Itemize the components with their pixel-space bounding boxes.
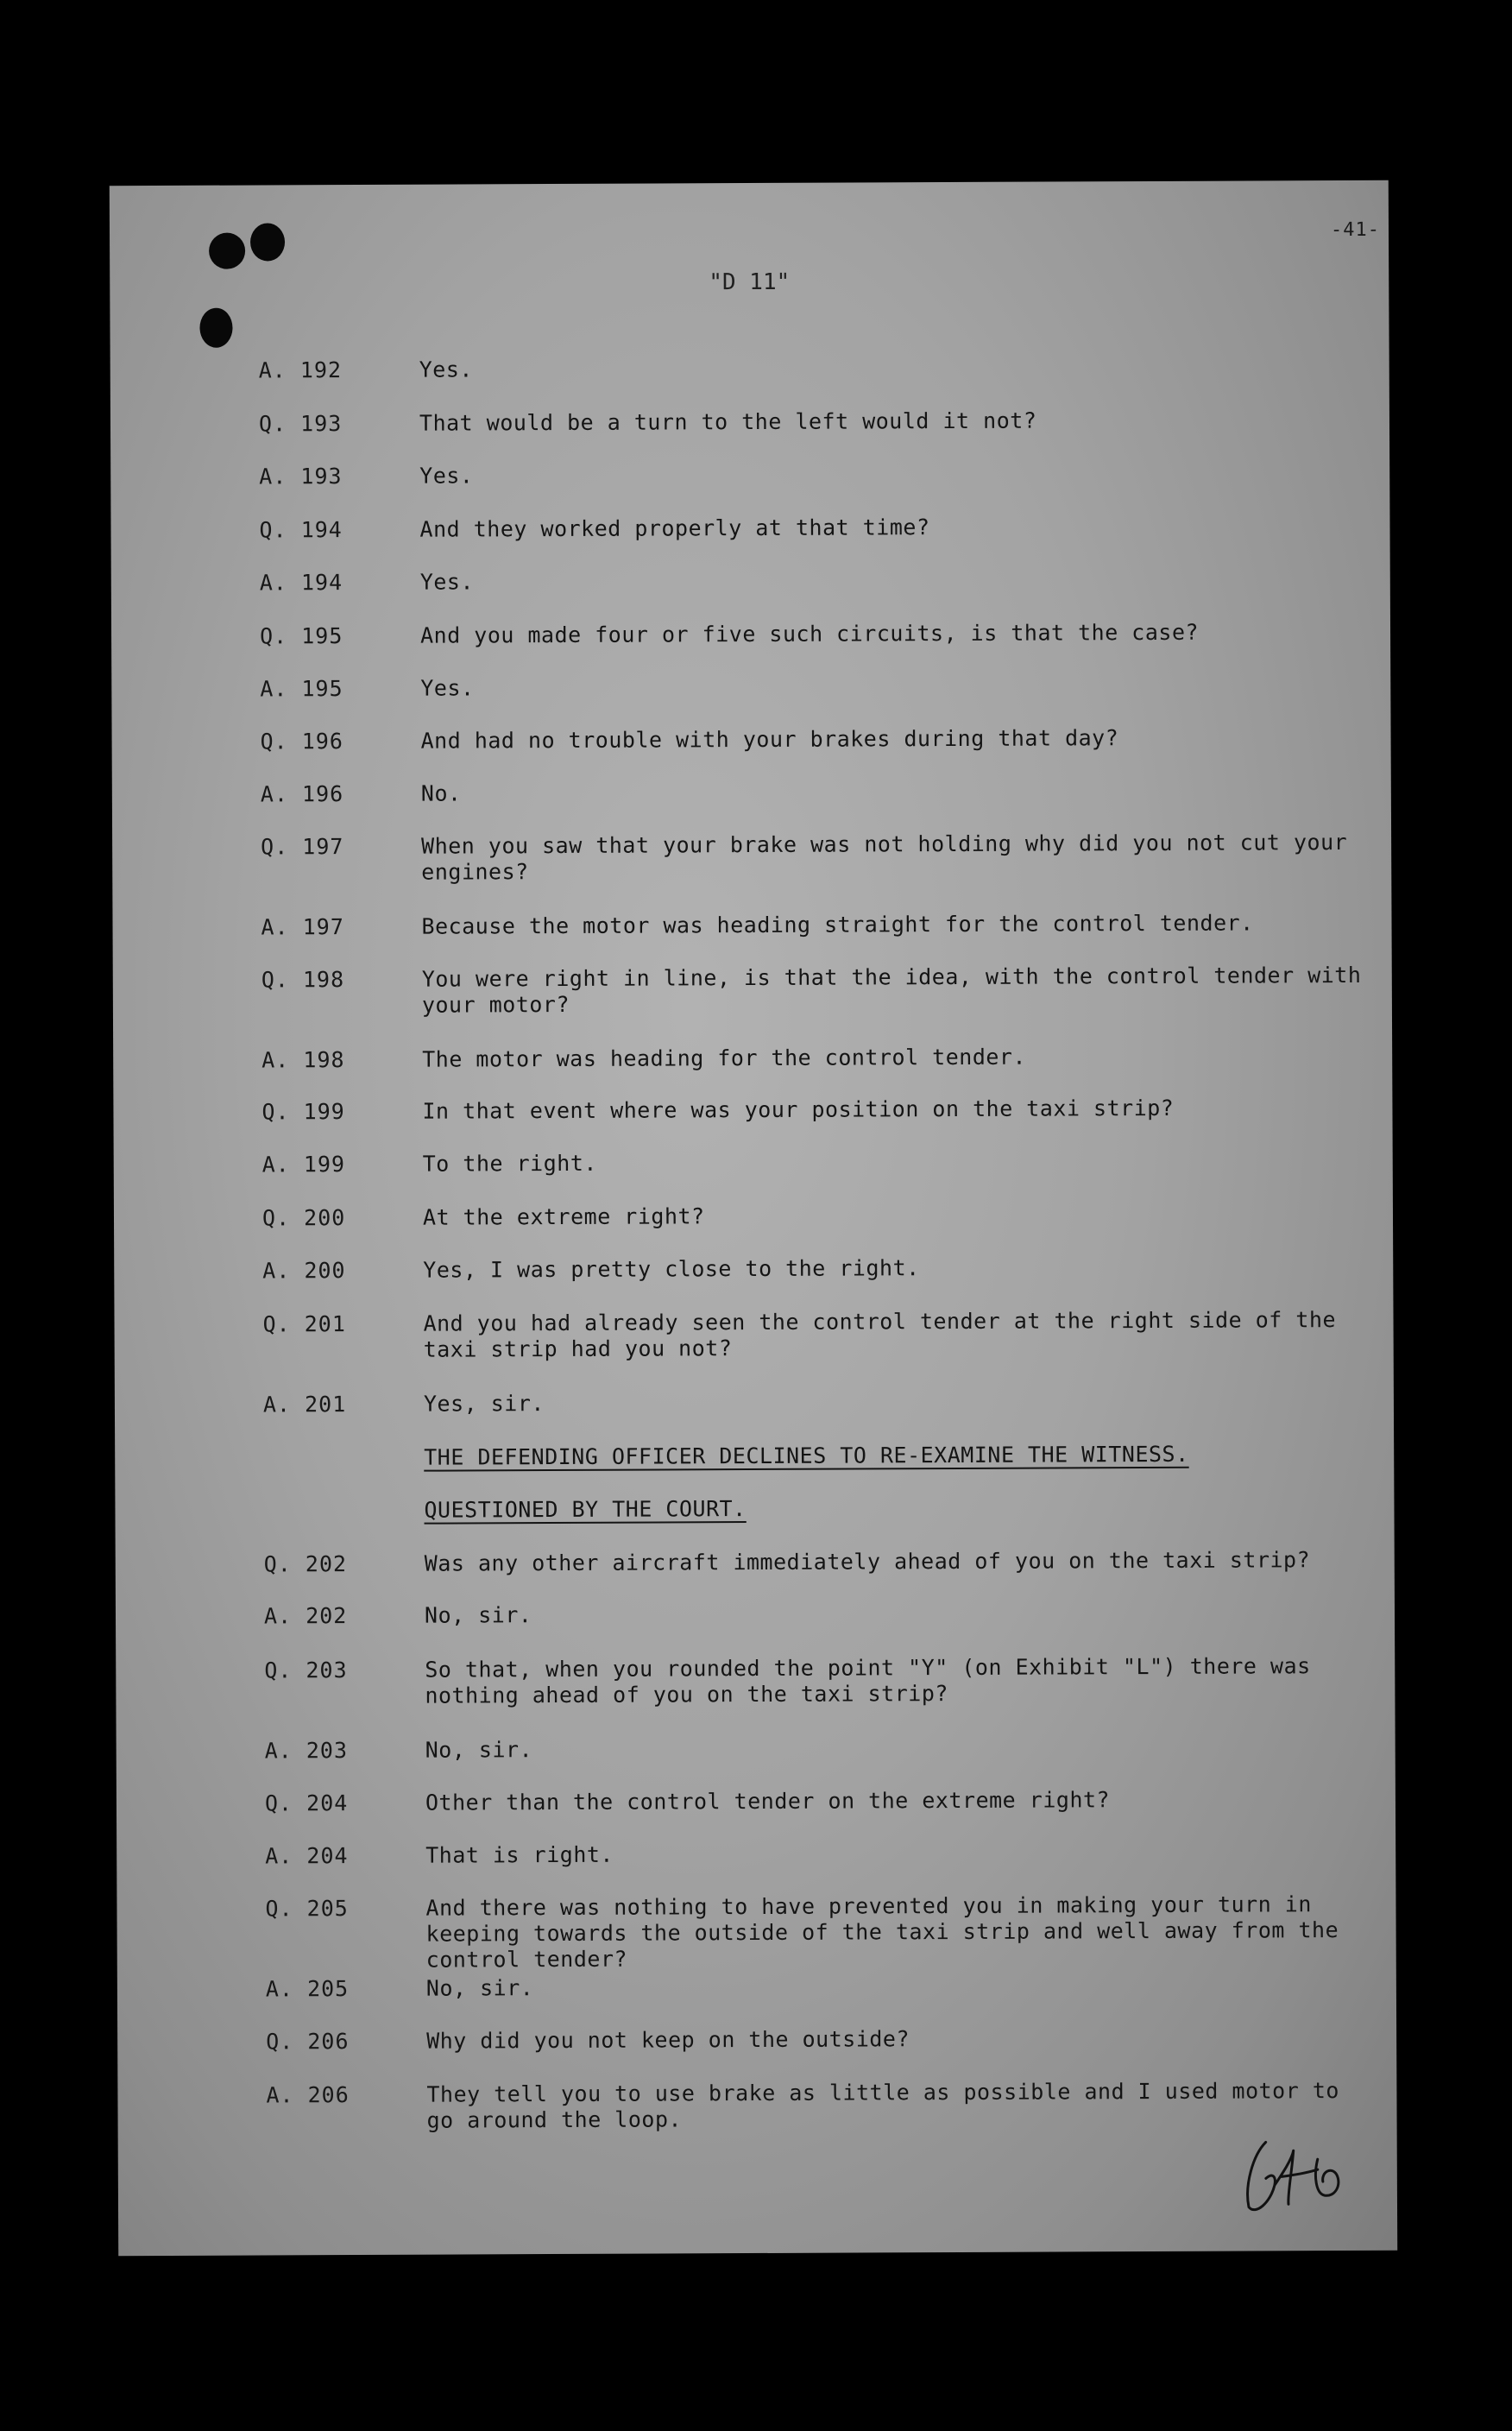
answer-line [117,2078,1396,2135]
line-number: A. 195 [260,676,343,702]
line-number: A. 205 [265,1976,350,2002]
line-text: Yes. [419,357,473,382]
line-text: In that event where was your position on the taxi strip? [422,1095,1175,1124]
question-line [110,407,1389,464]
page-number: -41- [1330,218,1381,242]
line-number: Q. 205 [265,1896,349,1922]
line-number: Q. 203 [264,1658,348,1683]
line-text: No. [420,780,462,806]
answer-line [111,672,1390,729]
line-number: A. 206 [266,2082,350,2108]
answer-line [112,777,1391,834]
question-line [114,1307,1393,1364]
line-text: You were right in line, is that the idea, with the control tender with your motor? [421,962,1362,1018]
line-text: To the right. [422,1150,597,1177]
line-number: Q. 198 [261,967,345,993]
line-number: Q. 197 [261,834,344,860]
document-heading: "D 11" [709,268,791,296]
line-text: And you made four or five such circuits, is that the case? [419,619,1200,648]
answer-line [111,565,1390,622]
answer-line [116,1599,1395,1656]
answer-line [113,1043,1392,1100]
answer-line [115,1387,1394,1444]
line-text: They tell you to use brake as little as possible and I used motor to go around the loop. [426,2078,1339,2133]
line-number: Q. 199 [261,1099,345,1125]
question-line [117,1786,1395,1843]
line-number: A. 204 [265,1843,349,1869]
line-number: A. 192 [258,357,343,383]
answer-line [114,1253,1393,1310]
line-number: Q. 193 [258,411,343,437]
answer-line [110,459,1389,516]
line-text: Why did you not keep on the outside? [426,2026,910,2054]
question-line [110,513,1389,570]
punch-hole [250,223,285,261]
line-text: No, sir. [425,1737,533,1763]
answer-line [110,353,1389,410]
line-number: Q. 202 [263,1551,348,1577]
line-number: A. 200 [262,1258,346,1284]
line-number: Q. 195 [259,623,343,649]
line-text: And they worked properly at that time? [419,515,930,542]
question-line [113,1095,1392,1152]
question-line [116,1547,1395,1604]
line-number: A. 197 [261,914,344,940]
line-text: No, sir. [425,1975,534,2001]
line-text: The motor was heading for the control tender. [422,1044,1027,1072]
line-number: A. 202 [263,1603,348,1629]
document-page [110,180,1397,2256]
line-text: Yes, I was pretty close to the right. [423,1255,920,1283]
line-text: And had no trouble with your brakes during that day? [420,725,1119,754]
question-line [116,1653,1395,1710]
question-line [114,1201,1393,1258]
line-text: Was any other aircraft immediately ahead of you on the taxi strip? [424,1547,1311,1576]
question-line [112,724,1391,781]
line-number: A. 194 [259,570,343,596]
line-text: No, sir. [424,1602,532,1628]
answer-line [117,1972,1396,2029]
line-number: A. 201 [262,1392,347,1418]
punch-hole [209,233,245,269]
line-number: Q. 201 [262,1311,346,1337]
line-number: A. 196 [260,781,344,807]
answer-line [117,1733,1395,1790]
line-text: Yes. [419,463,474,489]
line-number: Q. 206 [266,2029,350,2055]
line-text: And there was nothing to have prevented you in making your turn in keeping towards the outside of the taxi strip and well away from the control tender? [425,1891,1339,1973]
line-text: Yes. [420,675,475,701]
section-heading-text: THE DEFENDING OFFICER DECLINES TO RE-EXAMINE THE WITNESS. [424,1441,1189,1470]
line-text: At the extreme right? [422,1203,705,1230]
line-text: Yes, sir. [423,1391,545,1417]
line-number: Q. 196 [260,729,343,755]
line-text: When you saw that your brake was not holding why did you not cut your engines? [421,829,1348,885]
question-line [117,2024,1396,2081]
line-text: That would be a turn to the left would it not? [419,407,1037,436]
handwritten-signature [1232,2125,1361,2220]
line-text: That is right. [425,1841,614,1868]
line-number: Q. 194 [259,517,343,543]
section-heading [115,1493,1394,1550]
line-number: A. 199 [261,1152,346,1178]
line-text: Because the motor was heading straight for the control tender. [421,910,1254,939]
question-line [111,619,1390,676]
punch-hole [199,308,232,348]
answer-line [114,1147,1393,1204]
question-line [112,830,1391,887]
line-number: Q. 204 [264,1790,349,1816]
line-number: Q. 200 [261,1205,346,1231]
line-text: And you had already seen the control tender at the right side of the taxi strip had you not? [423,1307,1337,1362]
section-heading-text: QUESTIONED BY THE COURT. [424,1496,747,1523]
line-text: Yes. [419,569,475,595]
section-heading [115,1441,1394,1498]
line-number: A. 198 [261,1047,345,1073]
question-line [117,1891,1395,1973]
answer-line [112,910,1391,967]
answer-line [117,1839,1395,1896]
line-text: Other than the control tender on the extreme right? [425,1787,1111,1815]
line-number: A. 203 [264,1738,349,1764]
question-line [113,963,1392,1020]
line-text: So that, when you rounded the point "Y" (on Exhibit "L") there was nothing ahead of you on the taxi strip? [425,1653,1311,1708]
line-number: A. 193 [259,464,343,489]
